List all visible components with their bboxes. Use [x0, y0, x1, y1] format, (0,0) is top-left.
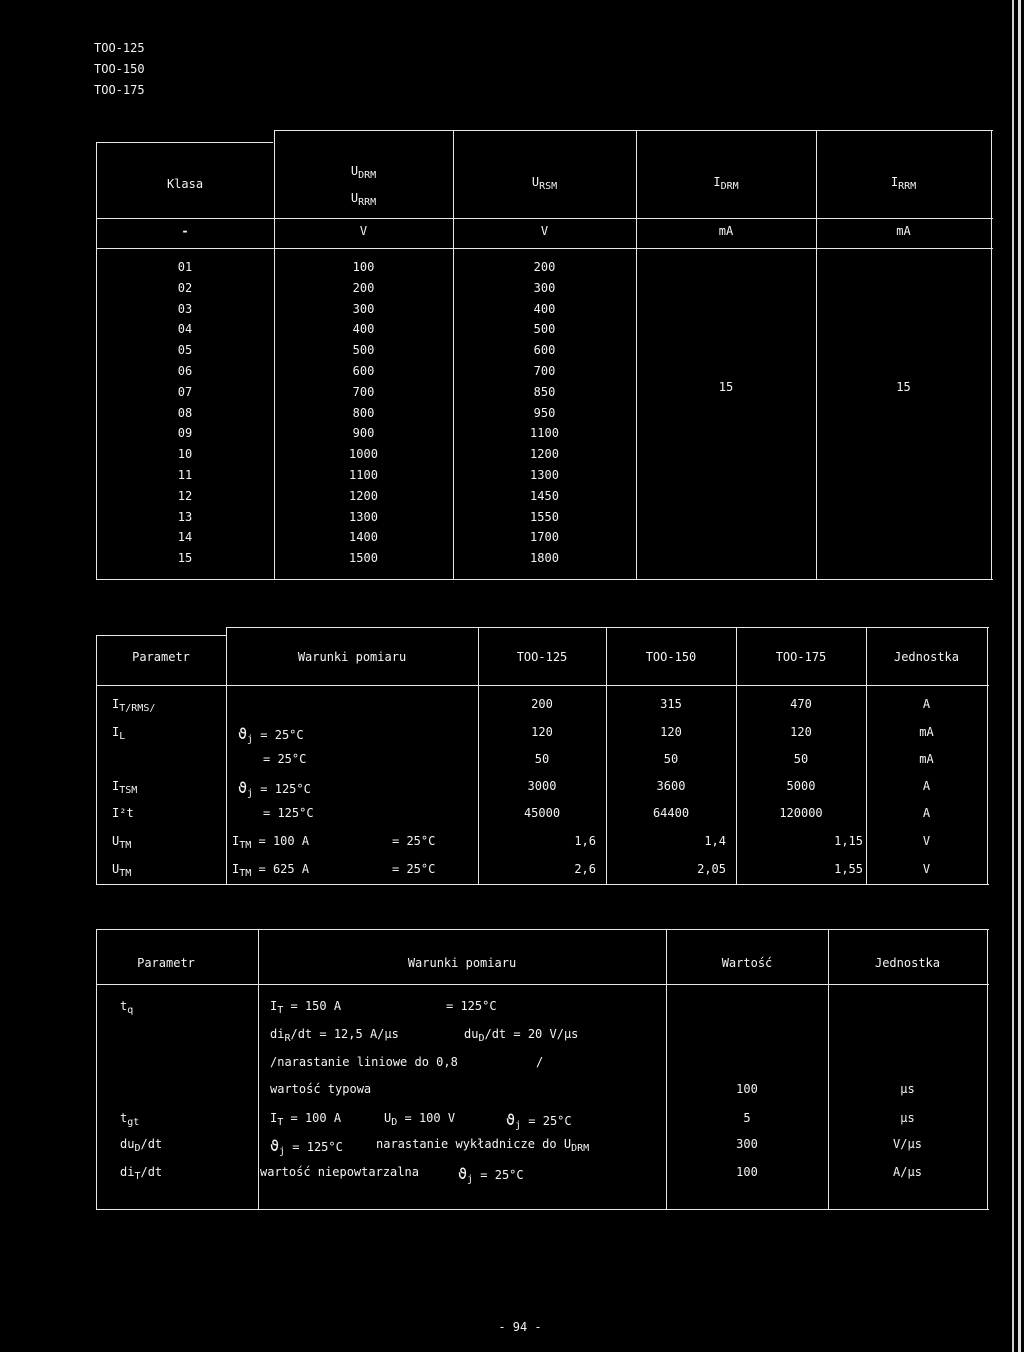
cond-tgt-it: $I_T = 100$ A [270, 1111, 342, 1128]
value-cell: 50 [534, 752, 550, 766]
class-cell: 09 [177, 426, 193, 441]
col-header-klasa: Klasa [166, 177, 204, 191]
cond-tq-line1: $I_T = 150$ A [270, 999, 342, 1016]
condition-temp: = 25°C [392, 862, 436, 876]
class-cell: 12 [177, 488, 193, 503]
class-cell: 08 [177, 405, 193, 420]
unit-cell: A [922, 806, 931, 820]
ursm-cell: 850 [533, 384, 556, 399]
unit-udrm: V [359, 224, 368, 238]
value-cell: 50 [793, 752, 809, 766]
param-dudt: $du_D/dt$ [120, 1137, 163, 1154]
unit-irrm: mA [896, 224, 911, 238]
table-border [987, 627, 988, 885]
udrm-cell: 400 [352, 322, 375, 337]
udrm-cell: 1300 [349, 509, 378, 524]
col-header-jednostka: Jednostka [874, 956, 941, 970]
param-didt: $di_T/dt$ [120, 1165, 163, 1182]
header-line: TOO-150 [94, 62, 145, 76]
condition-temp: = 25°C [392, 834, 436, 848]
col-header-jednostka: Jednostka [893, 650, 960, 664]
condition-cell: = 125°C [263, 806, 314, 820]
class-cell: 14 [177, 530, 193, 545]
value-cell: 1,6 [574, 834, 596, 848]
unit-cell: mA [919, 752, 934, 766]
cond-tq-line3-end: / [536, 1055, 544, 1069]
ursm-cell: 200 [533, 260, 556, 274]
value-cell: 45000 [523, 806, 561, 820]
class-cell: 13 [177, 509, 193, 524]
header-divider [96, 685, 989, 686]
value-cell: 1,55 [834, 862, 863, 876]
udrm-cell: 1000 [349, 447, 378, 462]
udrm-cell: 800 [352, 405, 375, 420]
col-header-idrm: $I_{DRM}$ [713, 175, 739, 192]
unit-dudt: V/µs [893, 1137, 922, 1151]
unit-klasa: - [181, 224, 189, 238]
udrm-cell: 1100 [349, 468, 378, 482]
units-divider [96, 248, 993, 249]
unit-cell: mA [919, 725, 934, 739]
udrm-cell: 700 [352, 384, 375, 399]
header-line: TOO-175 [94, 83, 145, 97]
unit-tq: µs [900, 1082, 915, 1096]
class-cell: 11 [177, 468, 193, 482]
udrm-cell: 1400 [349, 530, 378, 545]
col-header-udrm: $U_{DRM}$ $U_{RRM}$ [350, 164, 377, 208]
class-cell: 07 [177, 384, 193, 399]
value-cell: 120 [790, 725, 812, 739]
table-top-line [226, 627, 989, 628]
class-cell: 06 [177, 364, 193, 378]
value-cell: 470 [790, 697, 812, 711]
value-cell: 3000 [527, 779, 557, 793]
col-header-irrm: $I_{RRM}$ [890, 175, 917, 192]
value-cell: 315 [660, 697, 682, 711]
value-cell: 120000 [779, 806, 823, 820]
col-header-warunki: Warunki pomiaru [407, 956, 517, 970]
col-header-ursm: $U_{RSM}$ [531, 175, 558, 192]
unit-cell: A [922, 779, 931, 793]
class-cell: 02 [177, 280, 193, 295]
parameters-table [96, 627, 989, 885]
scan-edge-line [1018, 0, 1021, 1352]
unit-idrm: mA [718, 224, 734, 238]
cond-didt-temp: $ϑ_j = 25^\circ C$ [458, 1165, 524, 1185]
param-cell: $I_{T/RMS/}$ [112, 697, 156, 714]
param-cell: $U_{TM}$ [112, 834, 132, 851]
condition-cell: $ϑ_j = 125^\circ C$ [238, 779, 311, 799]
idrm-value: 15 [718, 380, 734, 394]
value-tq: 100 [736, 1082, 758, 1096]
col-divider [226, 627, 227, 885]
value-cell: 2,6 [574, 862, 596, 876]
ursm-cell: 600 [533, 343, 556, 358]
value-cell: 50 [663, 752, 679, 766]
table-bottom-line [96, 1209, 989, 1210]
value-cell: 5000 [786, 779, 816, 793]
class-cell: 15 [177, 551, 193, 566]
scan-edge-line [1012, 0, 1014, 1352]
col-header-parametr: Parametr [137, 956, 195, 970]
table-border [96, 635, 97, 885]
irrm-value: 15 [896, 380, 911, 394]
ursm-cell: 1450 [530, 488, 559, 503]
param-tgt: $t_{gt}$ [120, 1111, 140, 1128]
class-cell: 03 [177, 301, 193, 316]
header-divider [96, 218, 993, 219]
cond-dudt-temp: $ϑ_j = 125^\circ C$ [270, 1137, 343, 1157]
classification-table [96, 130, 993, 580]
param-cell: $I_{TSM}$ [112, 779, 138, 796]
table-border [96, 929, 97, 1210]
header-divider [96, 984, 989, 985]
col-divider [258, 929, 259, 1210]
table-top-line [96, 929, 989, 930]
cond-tq-line3: /narastanie liniowe do 0,8 [270, 1055, 458, 1069]
dynamic-table [96, 929, 989, 1210]
condition-cell: = 25°C [263, 752, 307, 766]
ursm-cell: 1100 [530, 426, 559, 441]
table-border [991, 130, 992, 579]
value-cell: 120 [660, 725, 682, 739]
unit-cell: A [922, 697, 931, 711]
unit-cell: V [922, 834, 931, 848]
cond-tq-line2b: $du_D/dt = 20$ V/µs [464, 1027, 579, 1044]
cond-tq-temp: = 125°C [446, 999, 497, 1013]
value-cell: 1,15 [834, 834, 863, 848]
udrm-cell: 500 [352, 343, 375, 358]
class-cell: 04 [177, 322, 193, 337]
col-header-warunki: Warunki pomiaru [297, 650, 407, 664]
table-top-line [96, 142, 273, 143]
ursm-cell: 1300 [530, 468, 559, 482]
table-bottom-line [96, 884, 989, 885]
condition-cell: $I_{TM} = 625$ A [232, 862, 310, 879]
col-divider [636, 130, 637, 579]
ursm-cell: 1700 [530, 530, 559, 545]
col-header-parametr: Parametr [132, 650, 190, 664]
table-top-line [96, 635, 226, 636]
class-cell: 10 [177, 447, 193, 462]
ursm-cell: 1800 [530, 551, 559, 566]
param-cell: I²t [112, 806, 134, 820]
table-border [987, 929, 988, 1210]
value-dudt: 300 [736, 1137, 758, 1151]
param-cell: $I_L$ [112, 725, 126, 742]
cond-tq-line2: $di_R/dt = 12,5$ A/µs [270, 1027, 399, 1044]
page-number: - 94 - [498, 1320, 542, 1334]
col-header-too150: TOO-150 [645, 650, 697, 664]
param-tq: $t_q$ [120, 999, 134, 1016]
udrm-cell: 1500 [349, 551, 378, 566]
ursm-cell: 700 [533, 364, 556, 378]
col-header-too125: TOO-125 [516, 650, 568, 664]
value-cell: 120 [531, 725, 553, 739]
unit-tgt: µs [900, 1111, 915, 1125]
udrm-cell: 900 [352, 426, 375, 441]
ursm-cell: 1550 [530, 509, 559, 524]
udrm-cell: 1200 [349, 488, 378, 503]
ursm-cell: 950 [533, 405, 556, 420]
condition-cell: $ϑ_j = 25^\circ C$ [238, 725, 304, 745]
udrm-cell: 600 [352, 364, 375, 378]
unit-cell: V [922, 862, 931, 876]
col-header-too175: TOO-175 [775, 650, 827, 664]
value-cell: 3600 [656, 779, 686, 793]
class-cell: 01 [177, 260, 193, 274]
udrm-cell: 200 [352, 280, 375, 295]
header-line: TOO-125 [94, 41, 145, 55]
value-cell: 64400 [652, 806, 690, 820]
col-divider [816, 130, 817, 579]
document-header [94, 38, 145, 101]
ursm-cell: 400 [533, 301, 556, 316]
cond-tgt-ud: $U_D = 100$ V [384, 1111, 456, 1128]
ursm-cell: 300 [533, 280, 556, 295]
param-cell: $U_{TM}$ [112, 862, 132, 879]
class-cell: 05 [177, 343, 193, 358]
value-cell: 2,05 [697, 862, 726, 876]
unit-ursm: V [540, 224, 549, 238]
unit-didt: A/µs [893, 1165, 922, 1179]
cond-tgt-temp: $ϑ_j = 25^\circ C$ [506, 1111, 572, 1131]
value-didt: 100 [736, 1165, 758, 1179]
cond-didt-desc: wartość niepowtarzalna [260, 1165, 419, 1179]
ursm-cell: 1200 [530, 447, 559, 462]
udrm-cell: 100 [352, 260, 375, 274]
table-top-line [274, 130, 993, 131]
ursm-cell: 500 [533, 322, 556, 337]
condition-cell: $I_{TM} = 100$ A [232, 834, 310, 851]
value-tgt: 5 [743, 1111, 751, 1125]
udrm-cell: 300 [352, 301, 375, 316]
col-header-wartosc: Wartość [721, 956, 773, 970]
cond-tq-line4: wartość typowa [270, 1082, 372, 1096]
value-cell: 1,4 [704, 834, 726, 848]
cond-dudt-desc: narastanie wykładnicze do $U_{DRM}$ [376, 1137, 590, 1154]
value-cell: 200 [531, 697, 553, 711]
